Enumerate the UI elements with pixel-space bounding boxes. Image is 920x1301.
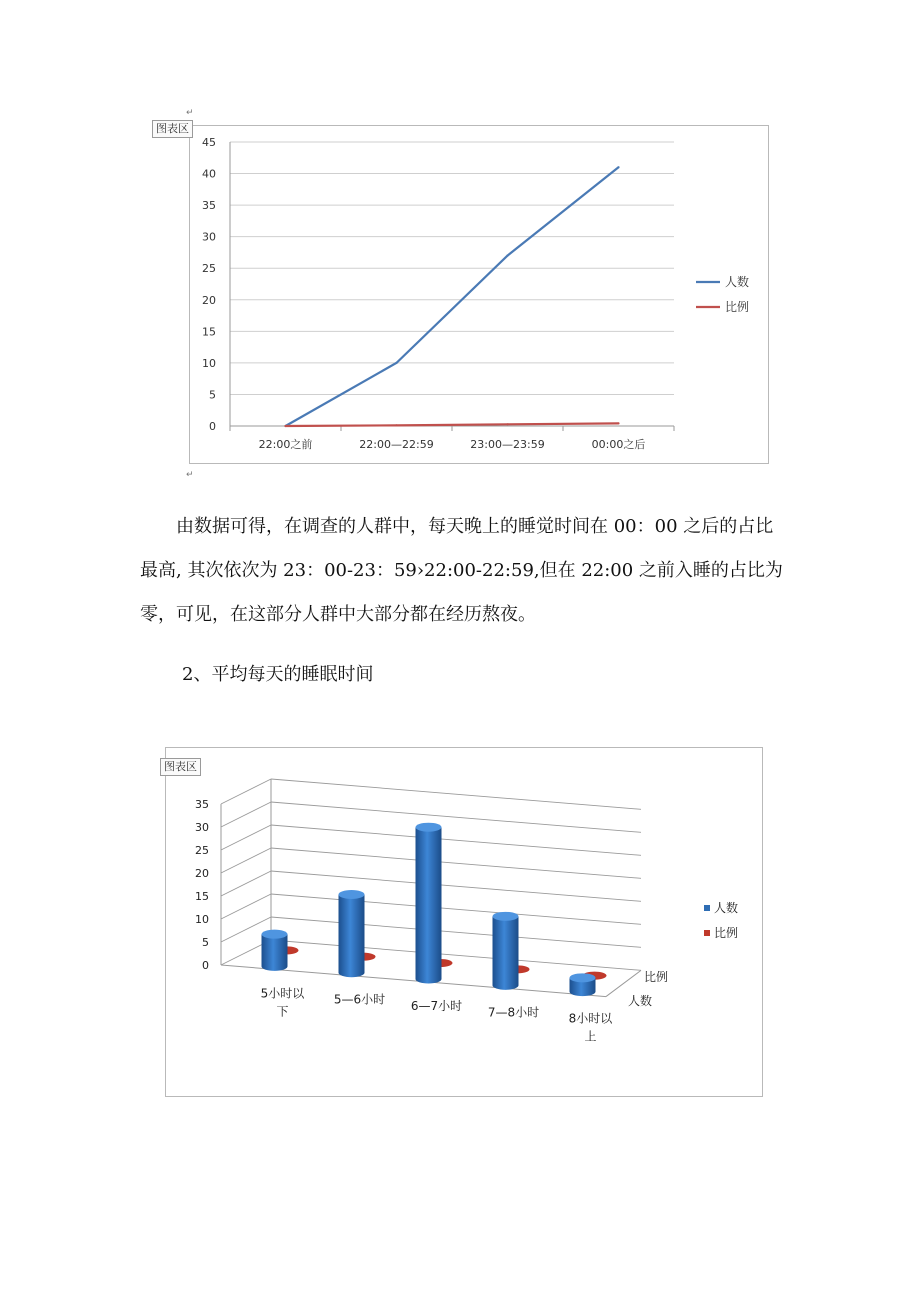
x-tick-label: 5小时以 [260,986,305,1001]
data-point [617,166,619,168]
y-tick-label: 25 [202,262,216,276]
legend-label: 比例 [725,300,750,314]
x-tick-label: 22:00之前 [258,438,313,451]
data-point [617,422,619,424]
x-tick-label: 23:00—23:59 [470,438,545,451]
legend-label: 人数 [714,901,739,915]
y-tick-label: 35 [195,798,209,811]
y-tick-label: 5 [209,388,216,402]
y-tick-label: 20 [195,867,209,880]
back-gridline [271,825,641,855]
data-point [506,423,508,425]
people-bar-top [493,912,519,921]
people-bar-top [262,930,288,939]
x-tick-label: 7—8小时 [487,1005,540,1020]
people-bar [262,930,288,971]
sleep-duration-3d-bar-chart [165,747,763,1097]
side-gridline [221,848,271,873]
back-gridline [271,940,641,970]
x-tick-label: 下 [276,1004,289,1019]
back-gridline [271,802,641,832]
y-tick-label: 20 [202,293,216,307]
data-point [506,255,508,257]
x-tick-label: 6—7小时 [410,999,463,1014]
people-bar [416,823,442,984]
data-point [395,424,397,426]
bedtime-line-chart-svg [190,126,768,463]
y-tick-label: 15 [202,325,216,339]
paragraph-mark: ↵ [186,108,194,118]
side-gridline [221,825,271,850]
people-bar [339,890,365,977]
y-tick-label: 0 [202,959,209,972]
y-tick-label: 10 [202,356,216,370]
side-gridline [221,802,271,827]
people-bar-top [570,973,596,982]
legend-label: 比例 [714,926,739,940]
legend-label: 人数 [725,275,750,289]
y-tick-label: 15 [195,890,209,903]
chart-area-tag: 图表区 [160,758,201,776]
people-bar [570,973,596,996]
people-bar-body [416,827,442,983]
side-gridline [221,894,271,919]
people-bar-body [339,895,365,978]
x-tick-label: 00:00之后 [591,438,646,451]
section-heading-sleep-duration: 2、平均每天的睡眠时间 [182,664,374,685]
y-tick-label: 40 [202,167,216,181]
back-gridline [271,848,641,878]
people-bar-top [339,890,365,899]
people-bar-top [416,823,442,832]
y-tick-label: 5 [202,936,209,949]
analysis-paragraph: 由数据可得，在调查的人群中，每天晚上的睡觉时间在 00：00 之后的占比最高, 其次依次为 23：00-23：59›22:00-22:59,但在 22:00 之前入睡的占比为零，可见，在这部分人群中大部分都在经历熬夜。 [140,516,783,625]
y-tick-label: 35 [202,199,216,213]
legend-swatch [704,930,710,936]
side-gridline [221,871,271,896]
depth-label: 比例 [644,970,669,984]
chart-area-tag: 图表区 [152,120,193,138]
depth-label: 人数 [628,994,653,1008]
people-bar [493,912,519,990]
data-point [284,425,286,427]
y-tick-label: 10 [195,913,209,926]
x-tick-label: 22:00—22:59 [359,438,434,451]
paragraph-mark: ↵ [186,470,194,480]
y-tick-label: 0 [209,420,216,433]
series-line-人数 [286,167,619,426]
legend-swatch [704,905,710,911]
data-point [395,362,397,364]
y-tick-label: 30 [202,230,216,244]
people-bar-body [262,934,288,971]
back-gridline [271,779,641,809]
people-bar-body [493,916,519,990]
y-tick-label: 45 [202,136,216,149]
x-tick-label: 8小时以 [568,1011,613,1026]
y-tick-label: 25 [195,844,209,857]
x-tick-label: 上 [584,1029,597,1044]
back-gridline [271,871,641,901]
y-tick-label: 30 [195,821,209,834]
back-gridline [271,917,641,947]
x-tick-label: 5—6小时 [333,992,386,1007]
side-gridline [221,779,271,804]
back-gridline [271,894,641,924]
bedtime-line-chart [156,122,769,464]
depth-axis [606,970,641,996]
sleep-duration-3d-bar-chart-svg [166,748,762,1096]
